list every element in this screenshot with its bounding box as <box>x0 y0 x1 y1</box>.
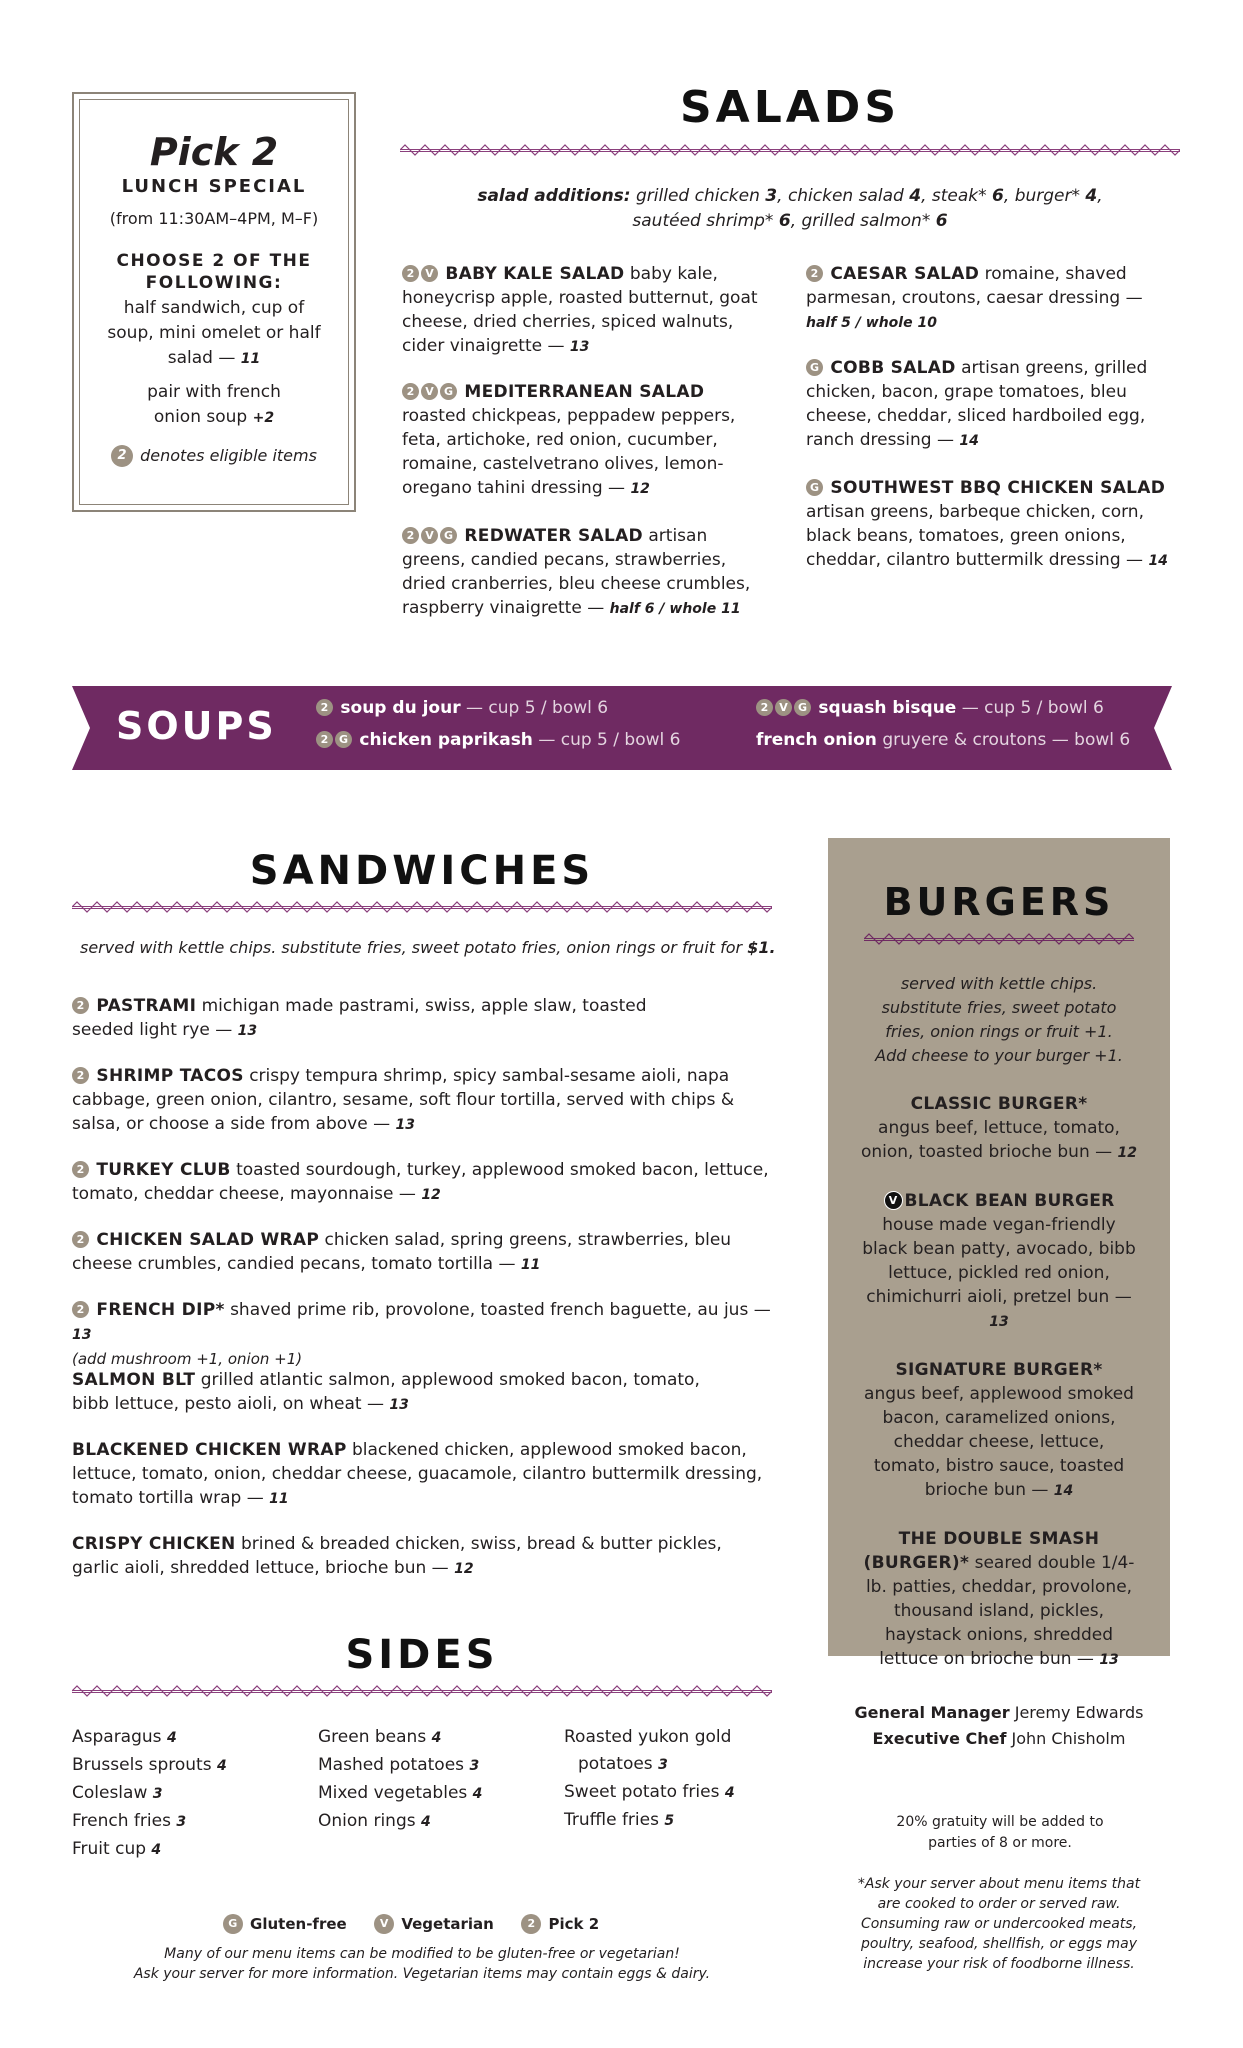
sandwich-item-french-dip: 2 FRENCH DIP* shaved prime rib, provolone, toasted french baguette, au jus — 13 (add mushroom +1, onion +1) <box>72 1300 771 1368</box>
sandwiches-note: served with kettle chips. substitute fries, sweet potato fries, onion rings or fruit for $1. <box>80 938 776 957</box>
salad-item-caesar: 2 CAESAR SALAD romaine, shaved parmesan, croutons, caesar dressing — half 5 / whole 10 <box>806 264 1143 331</box>
gluten-free-icon: G <box>806 479 823 496</box>
vegetarian-icon: V <box>421 265 438 282</box>
pick2-icon: 2 <box>72 1301 89 1318</box>
pick2-options: half sandwich, cup of soup, mini omelet or half salad — 11 <box>107 298 321 368</box>
general-manager: General Manager Jeremy Edwards <box>854 1703 1144 1722</box>
pick2-badge-icon: 2 <box>111 445 133 467</box>
gluten-free-icon: G <box>806 359 823 376</box>
legend-gluten-free: G Gluten-free <box>223 1914 347 1934</box>
burger-item-black-bean: V BLACK BEAN BURGER house made vegan-friendly black bean patty, avocado, bibb lettuce, pickled red onion, chimichurri aioli, pretzel bun — 13 <box>862 1191 1136 1330</box>
soups-banner <box>72 686 1172 770</box>
pick2-icon: 2 <box>72 1067 89 1084</box>
sandwich-item-shrimp-tacos: 2 SHRIMP TACOS crispy tempura shrimp, spicy sambal-sesame aioli, napa cabbage, green onion, cilantro, sesame, soft flour tortilla, served with chips & salsa, or choose a side from above — 13 <box>72 1066 735 1134</box>
side-item: Onion rings 4 <box>318 1811 431 1831</box>
gluten-free-icon: G <box>335 731 352 748</box>
pick2-icon: 2 <box>806 265 823 282</box>
pick2-icon: 2 <box>402 527 419 544</box>
sandwich-item-chicken-salad-wrap: 2 CHICKEN SALAD WRAP chicken salad, spring greens, strawberries, bleu cheese crumbles, candied pecans, tomato tortilla — 11 <box>72 1230 732 1274</box>
executive-chef: Executive Chef John Chisholm <box>872 1729 1126 1748</box>
gluten-free-icon: G <box>440 527 457 544</box>
burger-item-double-smash: THE DOUBLE SMASH (BURGER)* seared double 1/4-lb. patties, cheddar, provolone, thousand island, pickles, haystack onions, shredded lettuce on brioche bun — 13 <box>863 1529 1135 1669</box>
legend <box>72 1914 772 1934</box>
vegetarian-icon: V <box>884 1191 903 1210</box>
side-item: Truffle fries 5 <box>564 1810 675 1830</box>
pick2-icon: 2 <box>756 699 773 716</box>
soup-item-french-onion: french onion gruyere & croutons — bowl 6 <box>756 730 1131 750</box>
vegetarian-icon: V <box>421 383 438 400</box>
side-item: Green beans 4 <box>318 1727 442 1747</box>
soup-item-paprikash: 2 G chicken paprikash — cup 5 / bowl 6 <box>316 730 680 750</box>
burger-item-signature: SIGNATURE BURGER* angus beef, applewood smoked bacon, caramelized onions, cheddar cheese, lettuce, tomato, bistro sauce, toasted brioche bun — 14 <box>864 1360 1134 1500</box>
sandwich-item-crispy-chicken: CRISPY CHICKEN brined & breaded chicken, swiss, bread & butter pickles, garlic aioli, shredded lettuce, brioche bun — 12 <box>72 1534 722 1578</box>
side-item: Asparagus 4 <box>72 1727 177 1747</box>
burger-item-classic: CLASSIC BURGER* angus beef, lettuce, tomato, onion, toasted brioche bun — 12 <box>860 1094 1138 1162</box>
side-item: Mashed potatoes 3 <box>318 1755 480 1775</box>
sandwich-item-salmon-blt: SALMON BLT grilled atlantic salmon, applewood smoked bacon, tomato, bibb lettuce, pesto aioli, on wheat — 13 <box>72 1370 700 1414</box>
side-item: Sweet potato fries 4 <box>564 1782 735 1802</box>
legend-note <box>72 1944 772 1984</box>
legend-pick2: 2 Pick 2 <box>521 1914 599 1934</box>
pick2-icon: 2 <box>72 1231 89 1248</box>
sandwich-item-pastrami: 2 PASTRAMI michigan made pastrami, swiss, apple slaw, toasted seeded light rye — 13 <box>72 996 647 1040</box>
salads-divider <box>400 143 1180 157</box>
pick2-icon: 2 <box>316 699 333 716</box>
pick2-pair: pair with french onion soup +2 <box>147 382 281 427</box>
pick2-choose-heading: CHOOSE 2 OF THE FOLLOWING: <box>116 251 312 293</box>
side-item: Fruit cup 4 <box>72 1839 162 1859</box>
side-item: French fries 3 <box>72 1811 187 1831</box>
vegetarian-icon: V <box>421 527 438 544</box>
sides-column-2 <box>318 1724 558 1836</box>
pick2-subtitle: LUNCH SPECIAL <box>121 176 307 197</box>
salad-item-baby-kale: 2 V BABY KALE SALAD baby kale, honeycrisp apple, roasted butternut, goat cheese, dried cherries, spiced walnuts, cider vinaigrette — 13 <box>402 264 758 356</box>
pick2-icon: 2 <box>72 997 89 1014</box>
salad-item-redwater: 2 V G REDWATER SALAD artisan greens, candied pecans, strawberries, dried cranberries, bleu cheese crumbles, raspberry vinaigrette — half 6 / whole 11 <box>402 526 751 618</box>
soup-item-squash-bisque: 2 V G squash bisque — cup 5 / bowl 6 <box>756 698 1104 718</box>
legend-vegetarian: V Vegetarian <box>374 1914 494 1934</box>
pick2-icon: 2 <box>316 731 333 748</box>
foodborne-disclaimer: *Ask your server about menu items that are cooked to order or served raw. Consuming raw or undercooked meats, poultry, seafood, shellfish, or eggs may increase your risk of foodborne illness. <box>857 1876 1141 1972</box>
salads-heading: SALADS <box>679 82 901 133</box>
pick2-hours: (from 11:30AM–4PM, M–F) <box>109 209 319 228</box>
sandwiches-divider <box>72 900 772 914</box>
sandwich-item-blackened-chicken-wrap: BLACKENED CHICKEN WRAP blackened chicken, applewood smoked bacon, lettuce, tomato, onion, cheddar cheese, guacamole, cilantro buttermilk dressing, tomato tortilla wrap — 11 <box>72 1440 763 1508</box>
sides-column-1 <box>72 1724 312 1864</box>
soups-heading: SOUPS <box>116 704 277 748</box>
burgers-heading: BURGERS <box>883 880 1115 924</box>
burgers-divider <box>864 932 1134 946</box>
pick2-box <box>72 92 356 512</box>
pick2-denotes: 2 denotes eligible items <box>80 445 348 467</box>
side-item: Coleslaw 3 <box>72 1783 163 1803</box>
burgers-note: served with kettle chips. substitute fries, sweet potato fries, onion rings or fruit +1. Add cheese to your burger +1. <box>875 974 1123 1065</box>
legend-note-line-1: Many of our menu items can be modified to be gluten-free or vegetarian! <box>164 1946 680 1962</box>
sides-divider <box>72 1684 772 1698</box>
gratuity-note: 20% gratuity will be added to parties of 8 or more. <box>896 1814 1104 1851</box>
gluten-free-icon: G <box>223 1914 243 1934</box>
pick2-icon: 2 <box>402 383 419 400</box>
gluten-free-icon: G <box>440 383 457 400</box>
pick2-icon: 2 <box>402 265 419 282</box>
sandwiches-heading: SANDWICHES <box>249 848 595 894</box>
salad-additions: salad additions: grilled chicken 3, chicken salad 4, steak* 6, burger* 4, sautéed shrimp* 6, grilled salmon* 6 <box>477 186 1103 231</box>
soup-item-du-jour: 2 soup du jour — cup 5 / bowl 6 <box>316 698 608 718</box>
salad-item-cobb: G COBB SALAD artisan greens, grilled chicken, bacon, grape tomatoes, bleu cheese, cheddar, sliced hardboiled egg, ranch dressing — 14 <box>806 358 1148 450</box>
side-item: Mixed vegetables 4 <box>318 1783 483 1803</box>
salad-item-southwest-bbq: G SOUTHWEST BBQ CHICKEN SALAD artisan greens, barbeque chicken, corn, black beans, tomatoes, green onions, cheddar, cilantro buttermilk dressing — 14 <box>806 478 1168 570</box>
vegetarian-icon: V <box>374 1914 394 1934</box>
vegetarian-icon: V <box>775 699 792 716</box>
pick2-title: Pick 2 <box>149 130 279 174</box>
pick2-icon: 2 <box>521 1914 541 1934</box>
burgers-box <box>828 838 1170 1669</box>
side-item: Roasted yukon gold potatoes 3 <box>564 1727 732 1774</box>
legend-note-line-2: Ask your server for more information. Vegetarian items may contain eggs & dairy. <box>133 1966 711 1982</box>
side-item: Brussels sprouts 4 <box>72 1755 227 1775</box>
salad-item-mediterranean: 2 V G MEDITERRANEAN SALAD roasted chickpeas, peppadew peppers, feta, artichoke, red onion, cucumber, romaine, castelvetrano olives, lemon-oregano tahini dressing — 12 <box>402 382 736 498</box>
sides-heading: SIDES <box>345 1632 499 1678</box>
pick2-icon: 2 <box>72 1161 89 1178</box>
gluten-free-icon: G <box>794 699 811 716</box>
sides-column-3 <box>564 1724 764 1835</box>
staff-credits <box>828 1700 1170 1752</box>
sandwich-item-turkey-club: 2 TURKEY CLUB toasted sourdough, turkey, applewood smoked bacon, lettuce, tomato, cheddar cheese, mayonnaise — 12 <box>72 1160 769 1204</box>
